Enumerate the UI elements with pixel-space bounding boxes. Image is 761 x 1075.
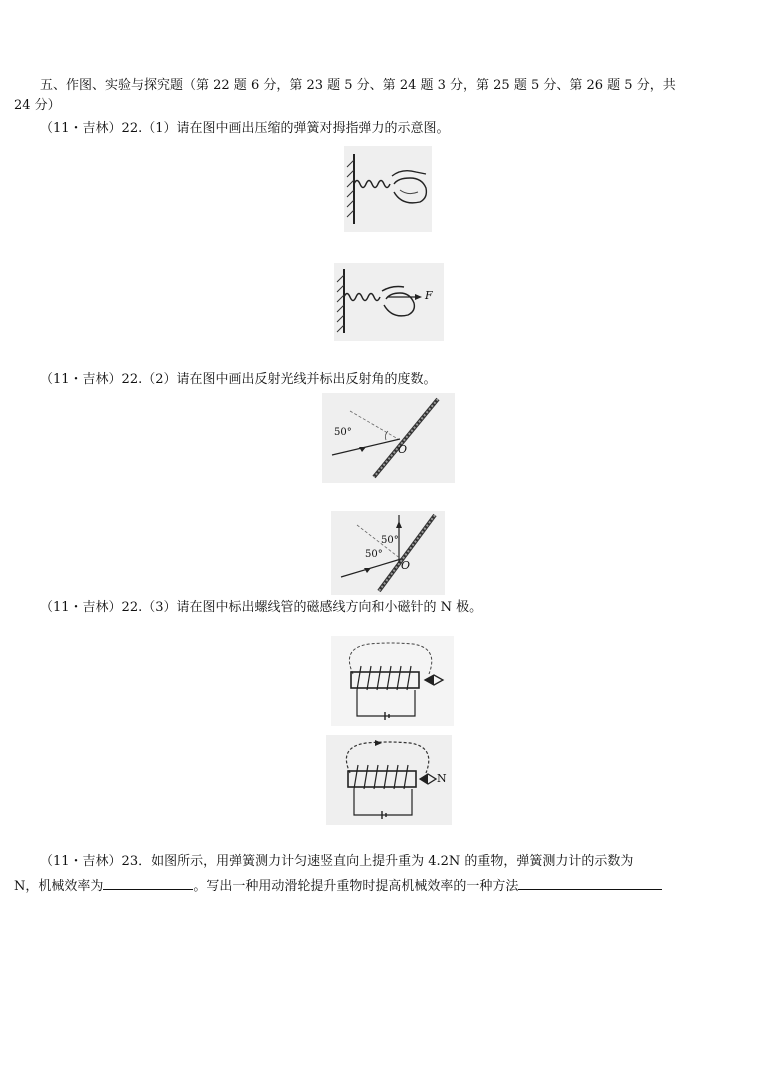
- question-22-1: （11・吉林）22.（1）请在图中画出压缩的弹簧对拇指弹力的示意图。: [40, 121, 450, 136]
- question-23-line1: （11・吉林）23．如图所示，用弹簧测力计匀速竖直向上提升重为 4.2N 的重物，弹簧测力计的示数为: [40, 854, 634, 869]
- question-22-2: （11・吉林）22.（2）请在图中画出反射光线并标出反射角的度数。: [40, 372, 437, 387]
- force-label: F: [425, 289, 433, 302]
- efficiency-blank: [103, 875, 193, 890]
- section-header-line1: 五、作图、实验与探究题（第 22 题 6 分，第 23 题 5 分、第 24 题 3 分，第 25 题 5 分、第 26 题 5 分，共: [40, 78, 676, 93]
- question-23-part-b: 。写出一种用动滑轮提升重物时提高机械效率的一种方法: [193, 879, 519, 894]
- method-blank: [518, 875, 662, 890]
- mirror-incident-figure: [322, 393, 455, 483]
- solenoid-figure: [331, 636, 454, 726]
- incident-angle-answer-label: 50°: [365, 549, 383, 560]
- solenoid-answer-figure: [326, 735, 452, 825]
- section-header-line2: 24 分）: [14, 98, 61, 113]
- reflect-angle-label: 50°: [381, 535, 399, 546]
- point-o-answer-label: O: [401, 559, 411, 572]
- question-23-line2: [14, 875, 662, 896]
- mirror-reflection-answer-figure: [331, 511, 445, 595]
- spring-thumb-figure: [344, 146, 432, 232]
- question-23-part-a: N，机械效率为: [14, 879, 104, 894]
- spring-thumb-answer-figure: [334, 263, 444, 341]
- point-o-label: O: [398, 443, 408, 456]
- question-22-3: （11・吉林）22.（3）请在图中标出螺线管的磁感线方向和小磁针的 N 极。: [40, 600, 483, 615]
- n-pole-label: N: [437, 772, 447, 785]
- incident-angle-label: 50°: [334, 427, 352, 438]
